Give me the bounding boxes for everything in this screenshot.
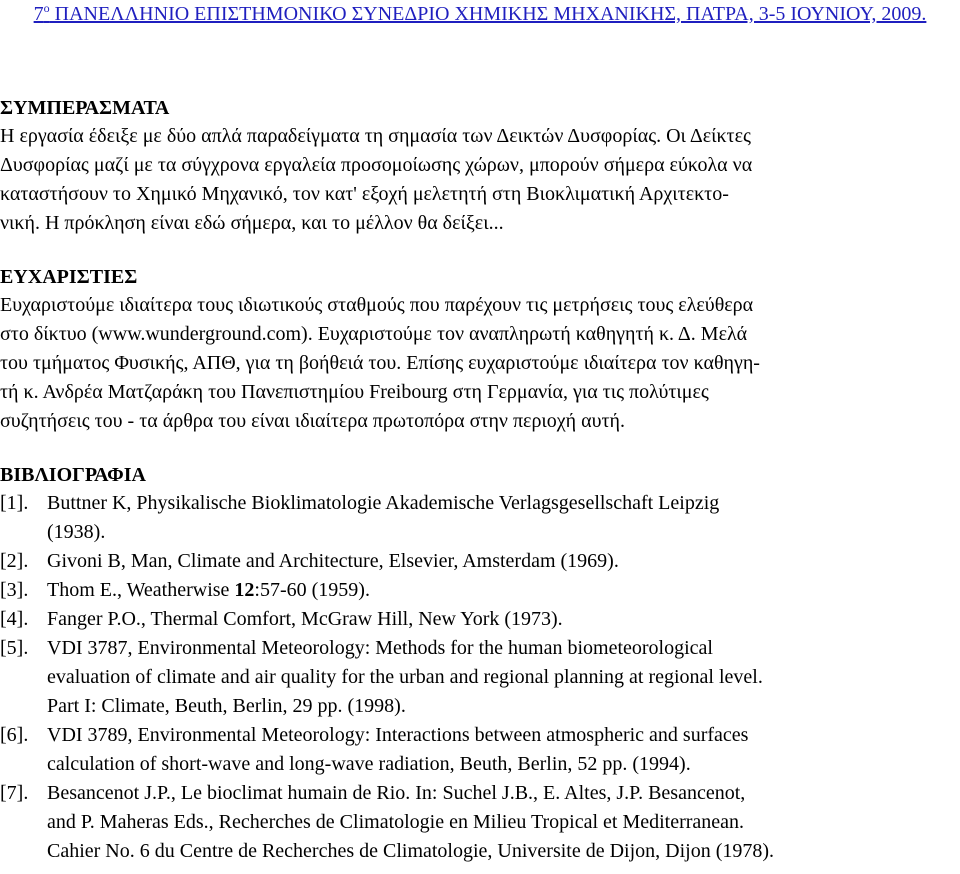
reference-item — [0, 547, 960, 576]
reference-number: [2]. — [0, 550, 29, 572]
page-content — [0, 94, 960, 866]
reference-item — [0, 721, 960, 779]
header-ordinal: 7 — [33, 3, 44, 25]
reference-item — [0, 634, 960, 721]
conclusions-section — [0, 94, 960, 238]
reference-item — [0, 779, 960, 866]
reference-number: [4]. — [0, 608, 29, 630]
bibliography-heading: ΒΙΒΛΙΟΓΡΑΦΙΑ — [0, 464, 146, 486]
acknowledgements-section — [0, 263, 960, 436]
reference-text-tail: :57-60 (1959). — [254, 579, 370, 601]
reference-text: VDI 3787, Environmental Meteorology: Methods for the human biometeorological evaluation of climate and air quality for the urban and regional planning at regional level. Part I: Climate, Beuth, Berlin, 29 pp. (1998). — [47, 637, 763, 717]
reference-text: VDI 3789, Environmental Meteorology: Interactions between atmospheric and surfaces calculation of short-wave and long-wave radiation, Beuth, Berlin, 52 pp. (1994). — [47, 724, 749, 775]
section-spacer — [0, 238, 960, 263]
conference-header[interactable] — [0, 2, 960, 26]
reference-number: [5]. — [0, 637, 29, 659]
reference-text: Besancenot J.P., Le bioclimat humain de Rio. In: Suchel J.B., E. Altes, J.P. Besancenot, and P. Maheras Eds., Recherches de Climatologie en Milieu Tropical et Mediterranean. Cahier No. 6 du Centre de Recherches de Climatologie, Universite de Dijon, Dijon (1978). — [47, 782, 775, 862]
reference-list — [0, 489, 960, 866]
conclusions-text: Η εργασία έδειξε με δύο απλά παραδείγματα τη σημασία των Δεικτών Δυσφορίας. Οι Δείκτες Δυσφορίας μαζί με τα σύγχρονα εργαλεία προσομοίωσης χώρων, μπορούν σήμερα εύκολα να καταστήσουν το Χημικό Μηχανικό, τον κατ' εξοχή μελετητή στη Βιοκλιματική Αρχιτεκτο- νική. Η πρόκληση είναι εδώ σήμερα, και το μέλλον θα δείξει... — [0, 125, 753, 234]
header-text: ΠΑΝΕΛΛΗΝΙΟ ΕΠΙΣΤΗΜΟΝΙΚΟ ΣΥΝΕΔΡΙΟ ΧΗΜΙΚΗΣ ΜΗΧΑΝΙΚΗΣ, ΠΑΤΡΑ, 3-5 ΙΟΥΝΙΟΥ, 2009. — [49, 3, 927, 25]
conference-header-link[interactable] — [34, 3, 927, 25]
reference-item — [0, 605, 960, 634]
reference-text: Thom E., Weatherwise — [47, 579, 235, 601]
reference-text: Fanger P.O., Thermal Comfort, McGraw Hill, New York (1973). — [47, 608, 563, 630]
reference-number: [3]. — [0, 579, 29, 601]
acknowledgements-text: Ευχαριστούμε ιδιαίτερα τους ιδιωτικούς σταθμούς που παρέχουν τις μετρήσεις τους ελεύθερα στο δίκτυο (www.wunderground.com). Ευχαριστούμε τον αναπληρωτή καθηγητή κ. Δ. Μελά του τμήματος Φυσικής, ΑΠΘ, για τη βοήθειά του. Επίσης ευχαριστούμε ιδιαίτερα τον καθηγη- τή κ. Ανδρέα Ματζαράκη του Πανεπιστημίου Freibourg στη Γερμανία, για τις πολύτιμες συζητήσεις του - τα άρθρα του είναι ιδιαίτερα πρωτοπόρα στην περιοχή αυτή. — [0, 294, 760, 432]
reference-item — [0, 576, 960, 605]
header-ordinal-sup: ο — [43, 1, 50, 15]
bibliography-section — [0, 461, 960, 866]
conclusions-heading: ΣΥΜΠΕΡΑΣΜΑΤΑ — [0, 97, 170, 119]
reference-number: [1]. — [0, 492, 29, 514]
reference-number: [7]. — [0, 782, 29, 804]
reference-text: Buttner K, Physikalische Bioklimatologie Akademische Verlagsgesellschaft Leipzig (1938). — [47, 492, 720, 543]
acknowledgements-heading: ΕΥΧΑΡΙΣΤΙΕΣ — [0, 266, 138, 288]
section-spacer — [0, 436, 960, 461]
reference-number: [6]. — [0, 724, 29, 746]
reference-item — [0, 489, 960, 547]
reference-text: Givoni B, Man, Climate and Architecture, Elsevier, Amsterdam (1969). — [47, 550, 619, 572]
reference-volume: 12 — [234, 579, 255, 601]
